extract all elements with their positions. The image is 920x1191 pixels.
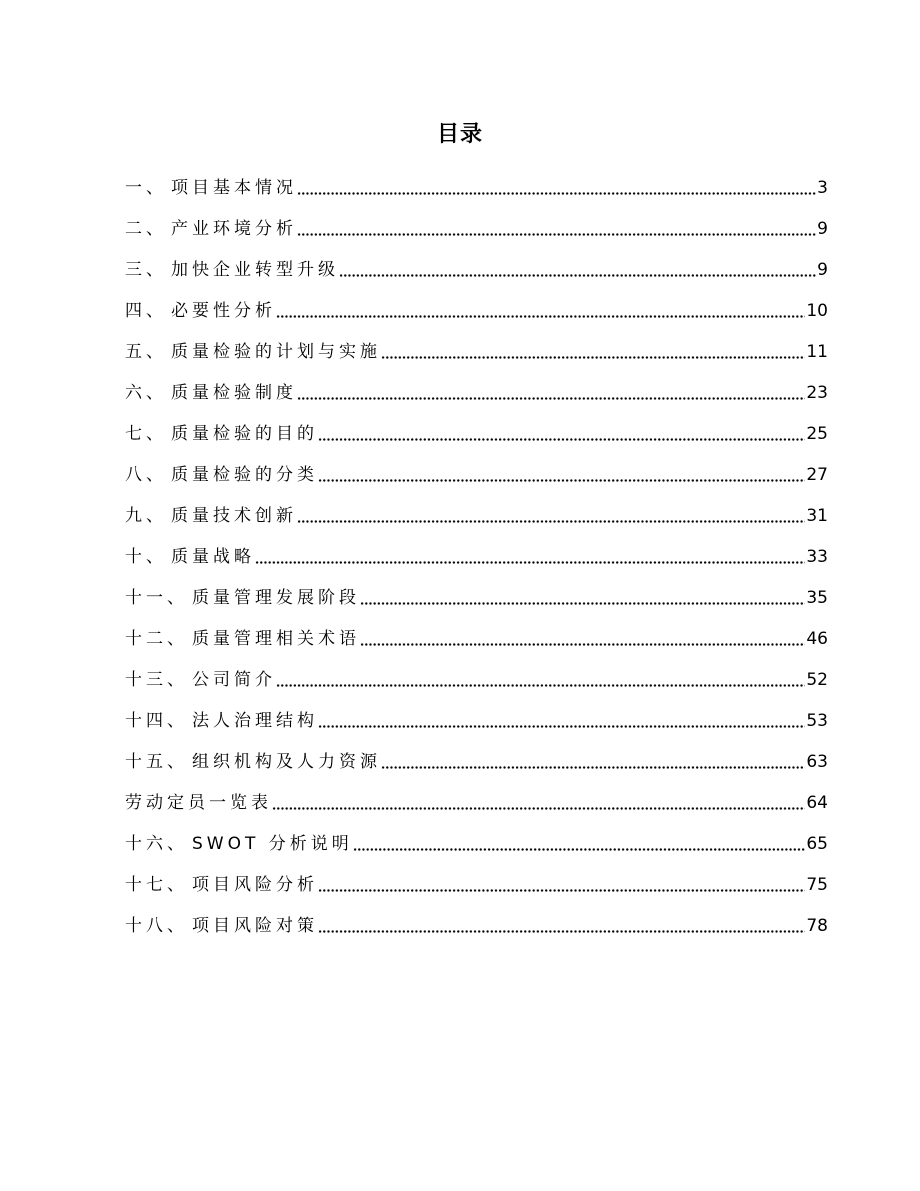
toc-entry [125,167,828,208]
toc-entry-number: 四、 [125,300,167,321]
toc-entry-title: 质量技术创新 [171,505,297,526]
toc-entry-number: 十八、 [125,915,188,936]
toc-entry-title: 组织机构及人力资源 [192,751,381,772]
toc-entry-number: 九、 [125,505,167,526]
toc-entry-page: 53 [806,710,828,731]
toc-entry-title: 公司简介 [192,669,276,690]
toc-entry-page: 31 [806,505,828,526]
toc-entry [125,864,828,905]
dot-leader [360,591,805,605]
toc-entry [125,208,828,249]
toc-entry-page: 10 [806,300,828,321]
dot-leader [297,222,816,236]
toc-entry [125,659,828,700]
toc-entry-number: 一、 [125,177,167,198]
toc-entry-number: 十四、 [125,710,188,731]
toc-entry-number: 五、 [125,341,167,362]
dot-leader [318,468,805,482]
toc-entry-page: 64 [806,792,828,813]
toc-title: 目录 [436,122,483,147]
toc-entry-title: 项目风险分析 [192,874,318,895]
toc-entry-number: 十七、 [125,874,188,895]
toc-entry-page: 78 [806,915,828,936]
dot-leader [339,263,816,277]
dot-leader [353,837,806,851]
toc-entry [125,823,828,864]
toc-entry-page: 25 [806,423,828,444]
toc-entry [125,577,828,618]
toc-entry-title: 质量管理发展阶段 [192,587,360,608]
toc-entry-page: 52 [806,669,828,690]
dot-leader [255,550,805,564]
toc-entry-page: 9 [817,259,828,280]
dot-leader [318,919,805,933]
toc-entry [125,372,828,413]
toc-entry [125,700,828,741]
dot-leader [276,304,805,318]
toc-entry [125,454,828,495]
toc-entry [125,413,828,454]
toc-entry-number: 八、 [125,464,167,485]
toc-entry-page: 9 [817,218,828,239]
toc-entry-number: 十三、 [125,669,188,690]
toc-entry [125,290,828,331]
toc-entry-page: 27 [806,464,828,485]
toc-entry-page: 46 [806,628,828,649]
toc-entry-number: 七、 [125,423,167,444]
toc-entry-title: 劳动定员一览表 [125,792,272,813]
toc-entry-page: 75 [806,874,828,895]
dot-leader [318,714,805,728]
toc-entry-title: 质量检验的分类 [171,464,318,485]
toc-entry-page: 3 [817,177,828,198]
table-of-contents [125,167,828,946]
toc-entry-title: 质量检验的目的 [171,423,318,444]
dot-leader [297,181,816,195]
toc-entry [125,249,828,290]
toc-entry-page: 33 [806,546,828,567]
toc-entry-number: 十六、 [125,833,188,854]
toc-entry-title: 加快企业转型升级 [171,259,339,280]
toc-entry-title: 质量检验的计划与实施 [171,341,381,362]
toc-entry-page: 63 [806,751,828,772]
toc-entry-number: 六、 [125,382,167,403]
toc-entry-title: 质量战略 [171,546,255,567]
toc-entry-title: 法人治理结构 [192,710,318,731]
dot-leader [381,345,805,359]
dot-leader [297,386,805,400]
toc-entry [125,536,828,577]
toc-entry [125,618,828,659]
toc-entry-title: 质量管理相关术语 [192,628,360,649]
toc-entry-title: 必要性分析 [171,300,276,321]
toc-entry [125,741,828,782]
toc-entry-number: 十、 [125,546,167,567]
dot-leader [297,509,805,523]
toc-entry-number: 十一、 [125,587,188,608]
dot-leader [318,427,805,441]
toc-entry-title: SWOT 分析说明 [192,833,353,854]
dot-leader [381,755,805,769]
toc-entry [125,782,828,823]
toc-entry-title: 项目基本情况 [171,177,297,198]
dot-leader [276,673,805,687]
toc-entry [125,495,828,536]
toc-entry-number: 二、 [125,218,167,239]
toc-entry-page: 23 [806,382,828,403]
dot-leader [360,632,805,646]
toc-entry-number: 十五、 [125,751,188,772]
toc-entry-title: 质量检验制度 [171,382,297,403]
toc-entry [125,905,828,946]
toc-entry-page: 65 [806,833,828,854]
dot-leader [318,878,805,892]
toc-entry-number: 十二、 [125,628,188,649]
toc-entry [125,331,828,372]
toc-entry-page: 35 [806,587,828,608]
toc-entry-title: 产业环境分析 [171,218,297,239]
toc-entry-number: 三、 [125,259,167,280]
toc-entry-page: 11 [806,341,828,362]
dot-leader [272,796,805,810]
toc-entry-title: 项目风险对策 [192,915,318,936]
